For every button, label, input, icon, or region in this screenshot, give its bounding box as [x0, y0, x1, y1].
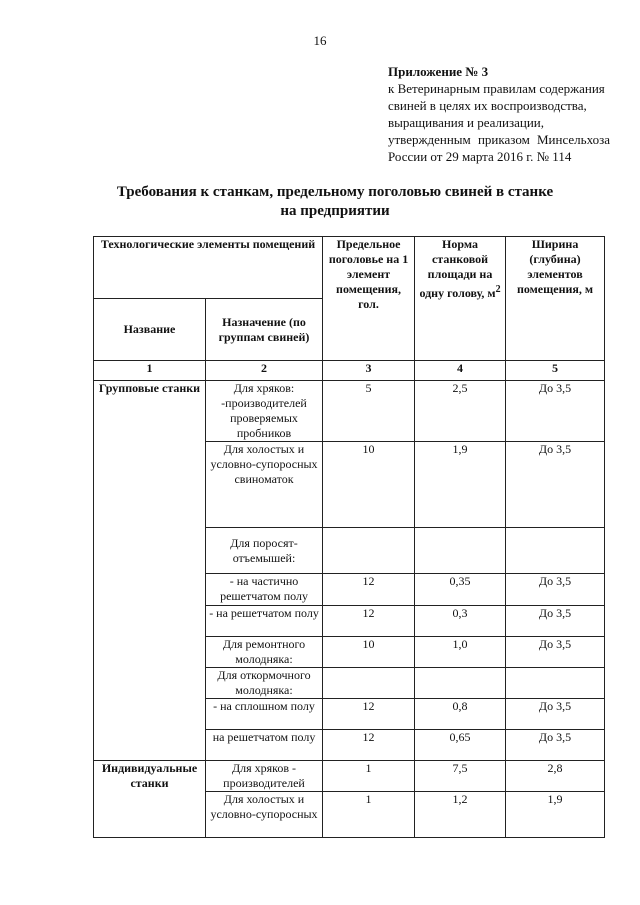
limit-cell: 1 [323, 792, 415, 838]
column-number: 1 [94, 361, 206, 381]
width-cell [506, 528, 605, 574]
limit-cell: 10 [323, 637, 415, 668]
limit-cell: 12 [323, 574, 415, 606]
purpose-cell: - на решетчатом полу [206, 606, 323, 637]
norm-cell: 2,5 [415, 381, 506, 442]
header-row [94, 237, 605, 299]
width-cell: 2,8 [506, 761, 605, 792]
purpose-cell: Для поросят-отъемышей: [206, 528, 323, 574]
column-number: 2 [206, 361, 323, 381]
header-width: Ширина (глубина) элементов помещения, м [506, 237, 605, 361]
purpose-cell: Для хряков: -производителей проверяемых пробников [206, 381, 323, 442]
group-name: Индивидуальные станки [94, 761, 206, 838]
appendix-heading: Приложение № 3 [388, 64, 489, 79]
requirements-table [93, 236, 605, 838]
appendix-line: выращивания и реализации, [388, 115, 544, 130]
header-name: Название [94, 299, 206, 361]
purpose-cell: - на сплошном полу [206, 699, 323, 730]
width-cell: До 3,5 [506, 574, 605, 606]
header-tech-elements: Технологические элементы помещений [94, 237, 323, 299]
purpose-cell: Для хряков - производителей [206, 761, 323, 792]
limit-cell [323, 528, 415, 574]
appendix-line: утвержденным приказом Минсельхоза [388, 132, 610, 147]
limit-cell [323, 668, 415, 699]
column-number: 5 [506, 361, 605, 381]
limit-cell: 5 [323, 381, 415, 442]
column-number: 3 [323, 361, 415, 381]
purpose-cell: Для холостых и условно-супоросных [206, 792, 323, 838]
width-cell: До 3,5 [506, 606, 605, 637]
norm-cell: 1,9 [415, 442, 506, 528]
norm-cell: 0,35 [415, 574, 506, 606]
column-numbers-row [94, 361, 605, 381]
page-number: 16 [313, 33, 327, 48]
header-limit: Предельное поголовье на 1 элемент помещения, гол. [323, 237, 415, 361]
document-title [100, 183, 570, 221]
norm-cell: 0,65 [415, 730, 506, 761]
width-cell: До 3,5 [506, 637, 605, 668]
table-row [94, 761, 605, 792]
table-row [94, 381, 605, 442]
purpose-cell: Для откормочного молодняка: [206, 668, 323, 699]
purpose-cell: Для холостых и условно-супоросных свиноматок [206, 442, 323, 528]
limit-cell: 12 [323, 730, 415, 761]
limit-cell: 10 [323, 442, 415, 528]
header-norm-text: Норма станковой площади на одну голову, м [419, 237, 496, 300]
norm-cell: 7,5 [415, 761, 506, 792]
width-cell: До 3,5 [506, 699, 605, 730]
appendix-line: свиней в целях их воспроизводства, [388, 98, 587, 113]
limit-cell: 12 [323, 699, 415, 730]
norm-cell [415, 668, 506, 699]
limit-cell: 1 [323, 761, 415, 792]
norm-cell: 1,2 [415, 792, 506, 838]
appendix-block [388, 63, 610, 165]
width-cell [506, 668, 605, 699]
norm-cell: 0,3 [415, 606, 506, 637]
purpose-cell: - на частично решетчатом полу [206, 574, 323, 606]
header-norm-unit-sup: 2 [495, 284, 501, 295]
title-line: на предприятии [280, 203, 390, 219]
width-cell: До 3,5 [506, 730, 605, 761]
limit-cell: 12 [323, 606, 415, 637]
norm-cell [415, 528, 506, 574]
group-name: Групповые станки [94, 381, 206, 761]
purpose-cell: на решетчатом полу [206, 730, 323, 761]
column-number: 4 [415, 361, 506, 381]
appendix-line: к Ветеринарным правилам содержания [388, 81, 605, 96]
appendix-line: России от 29 марта 2016 г. № 114 [388, 149, 572, 164]
header-purpose: Назначение (по группам свиней) [206, 299, 323, 361]
header-norm [415, 237, 506, 361]
title-line: Требования к станкам, предельному поголовью свиней в станке [116, 184, 554, 200]
width-cell: До 3,5 [506, 381, 605, 442]
norm-cell: 0,8 [415, 699, 506, 730]
width-cell: До 3,5 [506, 442, 605, 528]
norm-cell: 1,0 [415, 637, 506, 668]
width-cell: 1,9 [506, 792, 605, 838]
purpose-cell: Для ремонтного молодняка: [206, 637, 323, 668]
